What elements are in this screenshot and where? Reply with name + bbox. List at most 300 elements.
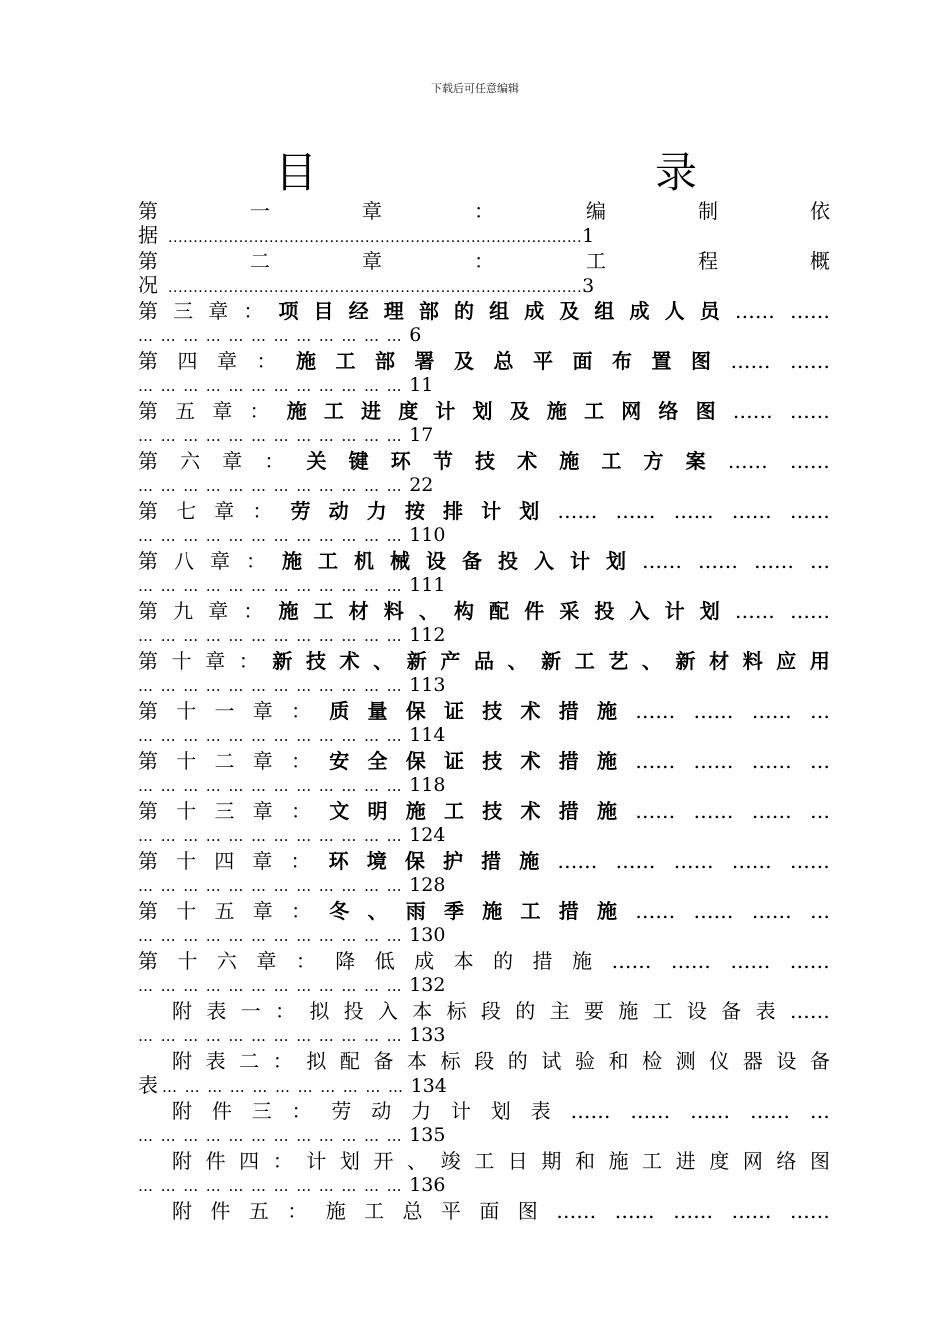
toc-page-number: 118 <box>409 774 446 796</box>
toc-entry-line1 <box>138 348 830 374</box>
toc-line2-prefix: 据 <box>138 223 158 247</box>
toc-leader-dots: …… <box>611 949 652 973</box>
toc-char: 划 <box>606 549 626 573</box>
toc-char: 劳 <box>290 499 311 523</box>
title-char-1: 目 <box>275 148 318 197</box>
toc-entry-line2 <box>138 522 445 548</box>
toc-char: 降 <box>335 949 356 973</box>
toc-char: 二 <box>239 1049 260 1073</box>
toc-char: 入 <box>534 549 554 573</box>
toc-char: 证 <box>444 699 464 723</box>
toc-char: 技 <box>475 449 495 473</box>
toc-char: 工 <box>652 999 673 1023</box>
toc-char: 的 <box>453 299 474 323</box>
toc-leader-dots: …… <box>693 799 734 823</box>
toc-char: 章 <box>252 799 273 823</box>
toc-entry-line2 <box>138 572 445 598</box>
toc-page-number: 132 <box>409 974 446 996</box>
toc-char: 术 <box>520 799 541 823</box>
toc-leader-dots: ……………………………… <box>138 677 410 695</box>
toc-char: 施 <box>278 599 299 623</box>
toc-entry <box>138 498 830 548</box>
toc-page-number: 112 <box>409 624 446 646</box>
toc-leader-dots: … <box>810 699 830 723</box>
toc-page-number: 134 <box>410 1075 447 1097</box>
toc-leader-dots: …… <box>730 349 771 373</box>
toc-char: 技 <box>482 699 503 723</box>
toc-char: 工 <box>574 649 595 673</box>
toc-char: ： <box>272 1049 293 1073</box>
toc-leader-dots: ……………………………… <box>138 827 410 845</box>
toc-page-number: 114 <box>409 724 446 746</box>
toc-char: 成 <box>414 949 435 973</box>
toc-entry-line1 <box>138 448 830 474</box>
toc-leader-dots: …… <box>727 449 768 473</box>
toc-char: 计 <box>450 1099 471 1123</box>
toc-char: 施 <box>559 449 580 473</box>
toc-char: 明 <box>367 799 388 823</box>
toc-leader-dots: ……………………………… <box>138 327 410 345</box>
toc-char: 措 <box>558 799 579 823</box>
toc-leader-dots: …… <box>789 999 830 1023</box>
toc-char: 章 <box>217 349 237 373</box>
toc-char: 投 <box>594 599 615 623</box>
toc-char: 成 <box>629 299 650 323</box>
toc-char: 及 <box>559 299 580 323</box>
toc-entry <box>138 548 830 598</box>
toc-leader-dots: …… <box>642 549 682 573</box>
toc-char: 用 <box>809 649 830 673</box>
toc-entry-line1 <box>138 298 830 324</box>
toc-entry-line2 <box>138 472 433 498</box>
toc-leader-dots: …… <box>673 1199 714 1223</box>
toc-entry <box>138 448 830 498</box>
toc-leader-dots: …… <box>734 599 775 623</box>
toc-entry-line1 <box>138 748 830 774</box>
toc-entry-line2 <box>138 872 445 898</box>
toc-char: 十 <box>176 899 197 923</box>
toc-char: 产 <box>440 649 461 673</box>
toc-char: 、 <box>367 899 388 923</box>
toc-leader-dots: …… <box>570 1099 611 1123</box>
toc-entry-line2 <box>138 772 445 798</box>
toc-entry-line2 <box>138 722 445 748</box>
toc-leader-dots: …… <box>693 749 734 773</box>
toc-char: 十 <box>176 799 197 823</box>
toc-char: 表 <box>755 999 776 1023</box>
toc-char: 图 <box>691 349 711 373</box>
toc-char: 键 <box>348 449 369 473</box>
toc-char: 构 <box>453 599 474 623</box>
toc-entry <box>138 898 830 948</box>
toc-char: ： <box>238 649 259 673</box>
toc-entry-line2 <box>138 922 445 948</box>
toc-char: 工 <box>601 449 622 473</box>
toc-char: 件 <box>210 1199 231 1223</box>
toc-char: 部 <box>375 349 395 373</box>
toc-char: 总 <box>402 1199 423 1223</box>
toc-char: 艺 <box>608 649 629 673</box>
toc-char: 章 <box>362 249 382 273</box>
toc-leader-dots: …… <box>557 499 598 523</box>
toc-leader-dots: ……………………………… <box>138 527 410 545</box>
toc-char: 网 <box>742 1149 763 1173</box>
toc-char: 章 <box>210 549 230 573</box>
toc-leader-dots: …… <box>614 1199 655 1223</box>
toc-char: 措 <box>481 849 502 873</box>
toc-entry-line2 <box>138 1072 447 1098</box>
toc-entry-line1 <box>138 198 830 224</box>
toc-char: 设 <box>426 549 446 573</box>
toc-char: 员 <box>699 299 720 323</box>
toc-char: 、 <box>418 599 439 623</box>
toc-leader-dots: …… <box>790 349 830 373</box>
toc-char: 附 <box>172 1099 192 1123</box>
page-title <box>138 148 830 198</box>
toc-char: 投 <box>498 549 518 573</box>
toc-leader-dots: ……………………………… <box>138 577 410 595</box>
toc-char: 五 <box>175 399 196 423</box>
toc-leader-dots: …… <box>789 299 830 323</box>
toc-leader-dots: …… <box>630 1099 671 1123</box>
toc-char: 施 <box>597 749 617 773</box>
toc-char: 三 <box>214 799 235 823</box>
toc-char: 全 <box>367 749 388 773</box>
toc-char: 制 <box>698 199 718 223</box>
toc-char: 检 <box>642 1049 663 1073</box>
toc-char: 施 <box>325 1199 346 1223</box>
toc-char: 第 <box>138 699 158 723</box>
toc-page-number: 136 <box>409 1174 446 1196</box>
toc-char: 四 <box>239 1149 260 1173</box>
toc-page-number: 124 <box>409 824 446 846</box>
toc-char: 五 <box>248 1199 269 1223</box>
toc-char: 仪 <box>709 1049 730 1073</box>
toc-leader-dots: … <box>810 549 830 573</box>
toc-page-number: 3 <box>582 275 595 297</box>
toc-char: 机 <box>354 549 374 573</box>
toc-leader-dots: …… <box>789 849 830 873</box>
toc-char: 八 <box>174 549 194 573</box>
toc-char: 第 <box>138 749 158 773</box>
toc-char: 章 <box>214 499 235 523</box>
toc-leader-dots: …… <box>751 799 792 823</box>
toc-char: 图 <box>695 399 716 423</box>
toc-char: 保 <box>405 699 426 723</box>
toc-char: 和 <box>608 1049 629 1073</box>
toc-char: 境 <box>366 849 387 873</box>
toc-char: 配 <box>489 599 510 623</box>
toc-char: 入 <box>377 999 398 1023</box>
toc-char: 工 <box>313 599 334 623</box>
toc-char: 章 <box>252 699 273 723</box>
toc-char: 文 <box>329 799 350 823</box>
toc-char: 进 <box>675 1149 696 1173</box>
toc-char: 要 <box>583 999 604 1023</box>
toc-char: ： <box>290 849 311 873</box>
toc-leader-dots: …… <box>789 449 830 473</box>
toc-char: 技 <box>305 649 326 673</box>
toc-char: 工 <box>444 799 464 823</box>
toc-char: ： <box>246 549 266 573</box>
toc-char: 施 <box>282 549 302 573</box>
toc-char: 工 <box>586 249 606 273</box>
toc-char: 的 <box>507 1049 528 1073</box>
toc-char: 九 <box>173 599 194 623</box>
toc-char: 编 <box>586 199 606 223</box>
toc-char: 第 <box>138 249 158 273</box>
toc-char: 新 <box>675 649 696 673</box>
toc-char: 标 <box>446 999 467 1023</box>
toc-char: 表 <box>205 1049 226 1073</box>
toc-leader-dots: …………………………… <box>162 1078 411 1096</box>
toc-char: 措 <box>558 899 579 923</box>
header-note: 下载后可任意编辑 <box>431 82 519 95</box>
toc-char: ： <box>291 749 311 773</box>
toc-char: 按 <box>404 499 425 523</box>
toc-entry-line2 <box>138 672 445 698</box>
toc-page-number: 130 <box>409 924 446 946</box>
toc-page-number: 133 <box>409 1024 446 1046</box>
toc-entry-line1 <box>138 898 830 924</box>
toc-char: 工 <box>335 349 356 373</box>
toc-char: 施 <box>597 699 617 723</box>
toc-char: 五 <box>214 899 235 923</box>
toc-char: 经 <box>348 299 369 323</box>
toc-char: 的 <box>493 949 514 973</box>
toc-char: 力 <box>366 499 387 523</box>
toc-char: 期 <box>541 1149 562 1173</box>
toc-entry-line1 <box>138 548 830 574</box>
toc-char: ： <box>291 1099 312 1123</box>
toc-char: 度 <box>709 1149 730 1173</box>
toc-char: 件 <box>524 599 545 623</box>
toc-char: 图 <box>517 1199 538 1223</box>
toc-char: 网 <box>621 399 642 423</box>
toc-char: 新 <box>406 649 427 673</box>
toc-char: 措 <box>558 749 579 773</box>
toc-char: 章 <box>222 449 243 473</box>
toc-leader-dots: …… <box>556 1199 597 1223</box>
toc-leader-dots: …… <box>615 499 656 523</box>
toc-char: 季 <box>444 899 464 923</box>
toc-page-number: 6 <box>409 324 422 346</box>
toc-page-number: 22 <box>409 474 434 496</box>
toc-char: 本 <box>412 999 433 1023</box>
toc-entry-line1 <box>138 648 830 674</box>
toc-leader-dots: …… <box>635 699 676 723</box>
toc-char: 施 <box>608 1149 629 1173</box>
toc-char: 第 <box>138 549 158 573</box>
toc-leader-dots: ……………………………… <box>138 427 410 445</box>
toc-leader-dots: …… <box>730 949 771 973</box>
toc-char: 措 <box>532 949 553 973</box>
toc-char: 术 <box>520 699 541 723</box>
toc-char: 、 <box>507 649 528 673</box>
toc-char: 术 <box>339 649 360 673</box>
toc-leader-dots: ……………………………… <box>138 1127 410 1145</box>
toc-entry <box>138 1048 830 1098</box>
toc-leader-dots: … <box>810 799 830 823</box>
toc-char: 方 <box>643 449 664 473</box>
toc-char: 件 <box>205 1149 226 1173</box>
toc-char: 平 <box>440 1199 461 1223</box>
toc-char: 测 <box>675 1049 696 1073</box>
toc-char: 低 <box>374 949 395 973</box>
toc-entry <box>138 1098 830 1148</box>
toc-leader-dots: …… <box>732 399 773 423</box>
toc-char: 第 <box>138 349 158 373</box>
toc-entry-line2 <box>138 972 445 998</box>
toc-char: 章 <box>252 849 273 873</box>
toc-char: 第 <box>138 849 158 873</box>
toc-char: 工 <box>520 899 541 923</box>
toc-leader-dots: ……………………………… <box>138 927 410 945</box>
toc-leader-dots: …… <box>751 749 792 773</box>
toc-char: 本 <box>407 1049 428 1073</box>
toc-leader-dots: …… <box>635 749 676 773</box>
toc-char: 本 <box>453 949 474 973</box>
toc-char: 第 <box>138 599 158 623</box>
toc-leader-dots: …… <box>673 849 714 873</box>
toc-char: ： <box>264 449 285 473</box>
toc-char: 划 <box>472 399 493 423</box>
toc-char: 开 <box>373 1149 394 1173</box>
toc-leader-dots: …… <box>789 499 830 523</box>
toc-char: 四 <box>177 349 198 373</box>
toc-leader-dots: …… <box>789 1199 830 1223</box>
toc-char: 案 <box>685 449 706 473</box>
toc-char: 施 <box>296 349 316 373</box>
toc-char: 施 <box>519 849 540 873</box>
toc-char: 节 <box>432 449 453 473</box>
toc-entry <box>138 348 830 398</box>
toc-char: 第 <box>138 799 158 823</box>
toc-char: 表 <box>206 999 227 1023</box>
toc-leader-dots: …… <box>789 949 830 973</box>
toc-leader-dots: …… <box>693 699 734 723</box>
toc-char: 器 <box>742 1049 763 1073</box>
toc-leader-dots: …… <box>698 549 738 573</box>
toc-char: 置 <box>651 349 672 373</box>
toc-char: 附 <box>172 1149 192 1173</box>
toc-char: 新 <box>272 649 293 673</box>
toc-entry <box>138 748 830 798</box>
toc-entry-line2 <box>138 1172 445 1198</box>
toc-leader-dots: …… <box>749 1099 790 1123</box>
toc-char: 组 <box>489 299 510 323</box>
toc-char: 施 <box>597 899 617 923</box>
toc-char: 划 <box>519 499 540 523</box>
toc-leader-dots: ……………………………… <box>138 977 410 995</box>
toc-char: 平 <box>533 349 553 373</box>
toc-leader-dots: …… <box>670 949 711 973</box>
toc-leader-dots: …… <box>635 899 676 923</box>
toc-char: 章 <box>212 399 233 423</box>
toc-entry-line1 <box>172 998 830 1024</box>
toc-char: 施 <box>571 949 592 973</box>
toc-char: 目 <box>313 299 334 323</box>
toc-char: 工 <box>364 1199 385 1223</box>
toc-char: 计 <box>435 399 456 423</box>
toc-char: 计 <box>570 549 590 573</box>
toc-char: 度 <box>398 399 419 423</box>
toc-char: 设 <box>776 1049 797 1073</box>
toc-char: 三 <box>173 299 194 323</box>
toc-page-number: 135 <box>409 1124 446 1146</box>
toc-leader-dots: …… <box>751 699 792 723</box>
toc-char: 附 <box>172 1049 192 1073</box>
toc-char: ： <box>249 399 270 423</box>
toc-leader-dots: …… <box>673 499 714 523</box>
toc-char: 冬 <box>329 899 350 923</box>
toc-char: 章 <box>256 949 277 973</box>
toc-char: 、 <box>407 1149 428 1173</box>
toc-char: 概 <box>810 249 830 273</box>
toc-char: ： <box>274 999 295 1023</box>
toc-char: 验 <box>574 1049 595 1073</box>
toc-char: 段 <box>480 999 501 1023</box>
toc-char: 及 <box>454 349 474 373</box>
toc-char: 护 <box>443 849 463 873</box>
toc-entry-line1 <box>138 698 830 724</box>
toc-char: 十 <box>176 849 197 873</box>
toc-char: 十 <box>177 949 198 973</box>
toc-entry-line1 <box>138 948 830 974</box>
toc-entry-line1 <box>138 848 830 874</box>
toc-page-number: 128 <box>409 874 446 896</box>
toc-char: 章 <box>208 299 229 323</box>
toc-char: 章 <box>362 199 382 223</box>
toc-leader-dots: …… <box>734 299 775 323</box>
toc-leader-dots: .................................................................................. <box>168 230 583 246</box>
toc-char: ： <box>474 199 494 223</box>
toc-entry <box>138 298 830 348</box>
toc-char: 程 <box>698 249 718 273</box>
toc-char: 附 <box>172 999 192 1023</box>
toc-entry-line1 <box>138 498 830 524</box>
toc-char: 环 <box>390 449 411 473</box>
toc-char: ： <box>291 799 311 823</box>
toc-entry <box>138 398 830 448</box>
toc-char: 第 <box>138 299 158 323</box>
toc-char: 量 <box>367 699 388 723</box>
toc-char: ： <box>252 499 273 523</box>
toc-leader-dots: …… <box>789 599 830 623</box>
toc-char: 竣 <box>440 1149 461 1173</box>
title-char-2: 录 <box>655 148 698 197</box>
toc-char: 标 <box>440 1049 461 1073</box>
toc-char: 计 <box>664 599 685 623</box>
toc-char: 七 <box>176 499 197 523</box>
toc-page-number: 113 <box>409 674 446 696</box>
toc-char: 面 <box>479 1199 500 1223</box>
toc-char: 证 <box>444 749 464 773</box>
toc-entry-line1 <box>172 1148 830 1174</box>
toc-entry-line2 <box>138 272 594 298</box>
toc-char: 术 <box>520 749 541 773</box>
toc-char: 劳 <box>331 1099 352 1123</box>
toc-char: ： <box>243 599 264 623</box>
toc-char: 络 <box>776 1149 797 1173</box>
toc-entry <box>138 648 830 698</box>
toc-char: ： <box>272 1149 293 1173</box>
toc-char: 和 <box>574 1149 595 1173</box>
toc-char: ： <box>295 949 316 973</box>
toc-char: 第 <box>138 449 158 473</box>
toc-char: 划 <box>490 1099 511 1123</box>
toc-char: 技 <box>482 799 503 823</box>
